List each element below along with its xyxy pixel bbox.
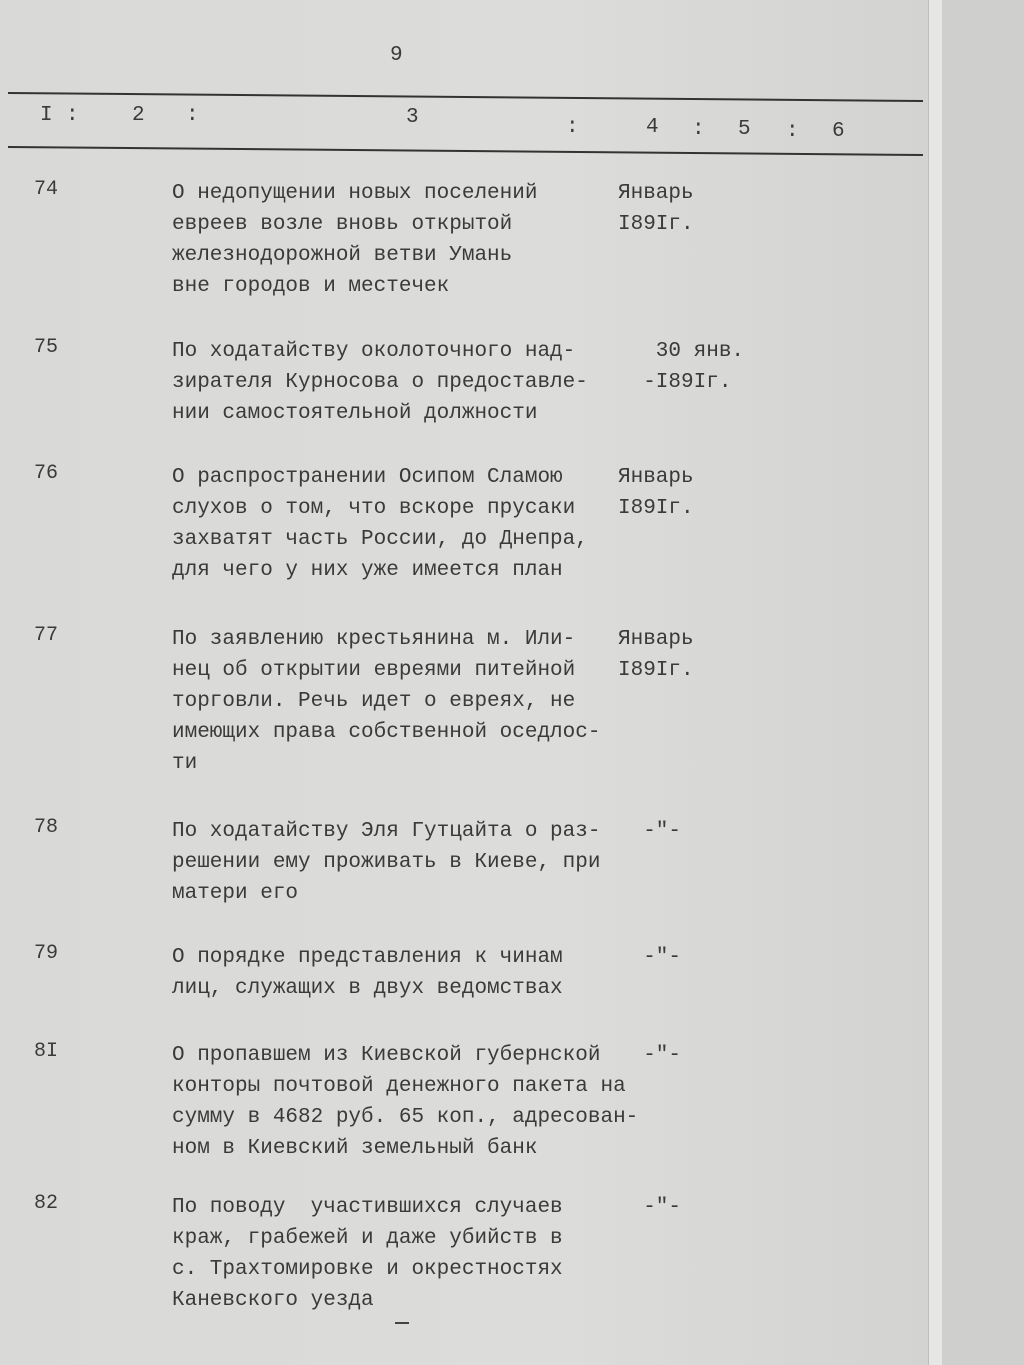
description-line: По поводу участившихся случаев — [172, 1196, 563, 1219]
col-sep: : — [186, 104, 199, 127]
col-sep: : — [786, 120, 799, 143]
date-line: I89Iг. — [618, 659, 694, 682]
description-line: вне городов и местечек — [172, 275, 450, 298]
entry-description — [172, 1192, 563, 1316]
description-line: ти — [172, 752, 198, 775]
description-line: ном в Киевский земельный банк — [172, 1137, 538, 1160]
entry-date — [618, 624, 694, 686]
description-line: железнодорожной ветви Умань — [172, 244, 513, 267]
col-6: 6 — [832, 120, 845, 143]
entry-description — [172, 336, 588, 429]
description-line: конторы почтовой денежного пакета на — [172, 1075, 626, 1098]
col-3: 3 — [406, 106, 419, 129]
entry-date — [618, 816, 681, 847]
date-line: -"- — [618, 1044, 682, 1067]
description-line: слухов о том, что вскоре прусаки — [172, 497, 576, 520]
entry-number: 74 — [34, 178, 59, 201]
date-line: Январь — [618, 182, 694, 205]
date-line: -I89Iг. — [618, 371, 732, 394]
entry-date — [618, 462, 694, 524]
description-line: О порядке представления к чинам — [172, 946, 563, 969]
underlying-page — [942, 0, 1024, 1365]
date-line: -"- — [618, 946, 682, 969]
entry-date — [618, 1040, 681, 1071]
entry-number: 79 — [34, 942, 59, 965]
col-sep: : — [66, 104, 79, 127]
description-line: решении ему проживать в Киеве, при — [172, 851, 601, 874]
date-line: Январь — [618, 466, 694, 489]
description-line: По заявлению крестьянина м. Или- — [172, 628, 576, 651]
col-4: 4 — [646, 116, 659, 139]
description-line: торговли. Речь идет о евреях, не — [172, 690, 576, 713]
page-edge — [928, 0, 943, 1365]
date-line: I89Iг. — [618, 213, 694, 236]
description-line: матери его — [172, 882, 299, 905]
entry-number: 77 — [34, 624, 59, 647]
description-line: нец об открытии евреями питейной — [172, 659, 576, 682]
description-line: захватят часть России, до Днепра, — [172, 528, 588, 551]
date-line: 30 янв. — [618, 340, 745, 363]
entry-description — [172, 1040, 638, 1164]
description-line: лиц, служащих в двух ведомствах — [172, 977, 563, 1000]
description-line: Каневского уезда — [172, 1289, 374, 1312]
description-line: По ходатайству околоточного над- — [172, 340, 576, 363]
description-line: По ходатайству Эля Гутцайта о раз- — [172, 820, 601, 843]
col-sep: : — [566, 116, 579, 139]
entry-date — [618, 336, 744, 398]
date-line: I89Iг. — [618, 497, 694, 520]
entry-description — [172, 462, 588, 586]
entry-number: 82 — [34, 1192, 59, 1215]
date-line: Январь — [618, 628, 694, 651]
description-line: О пропавшем из Киевской губернской — [172, 1044, 601, 1067]
description-line: О распространении Осипом Сламою — [172, 466, 563, 489]
col-5: 5 — [738, 118, 751, 141]
col-2: 2 — [132, 104, 145, 127]
entry-number: 8I — [34, 1040, 59, 1063]
entry-description — [172, 942, 563, 1004]
entry-number: 76 — [34, 462, 59, 485]
description-line: нии самостоятельной должности — [172, 402, 538, 425]
entry-date — [618, 1192, 681, 1223]
col-sep: : — [692, 118, 705, 141]
description-line: О недопущении новых поселений — [172, 182, 538, 205]
description-line: имеющих права собственной оседлос- — [172, 721, 601, 744]
description-line: для чего у них уже имеется план — [172, 559, 563, 582]
date-line: -"- — [618, 820, 682, 843]
entry-description — [172, 816, 600, 909]
date-line: -"- — [618, 1196, 682, 1219]
entry-number: 75 — [34, 336, 59, 359]
description-line: евреев возле вновь открытой — [172, 213, 513, 236]
description-line: краж, грабежей и даже убийств в — [172, 1227, 563, 1250]
page-number: 9 — [390, 44, 403, 67]
entry-date — [618, 942, 681, 973]
description-line: зирателя Курносова о предоставле- — [172, 371, 588, 394]
description-line: сумму в 4682 руб. 65 коп., адресован- — [172, 1106, 639, 1129]
entry-number: 78 — [34, 816, 59, 839]
entry-description — [172, 178, 537, 302]
description-line: с. Трахтомировке и окрестностях — [172, 1258, 563, 1281]
col-1: I — [40, 104, 53, 127]
entry-date — [618, 178, 694, 240]
page-end-mark — [395, 1322, 409, 1324]
entry-description — [172, 624, 600, 779]
